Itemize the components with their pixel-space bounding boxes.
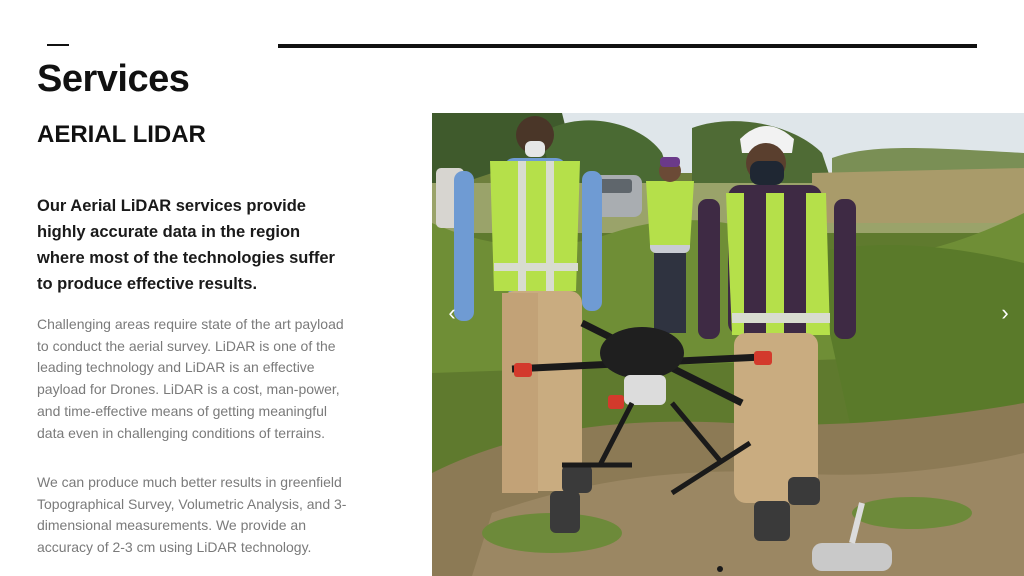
service-paragraph-1: Challenging areas require state of the art payload to conduct the aerial survey. LiDAR is one of the leading technology and LiDAR is an effective payload for Drones. LiDAR is a cost, man-power, and time-effective means of getting meaningful data even in challenging conditions of terrains. (37, 316, 344, 441)
service-paragraph-2: We can produce much better results in greenfield Topographical Survey, Volumetric Analysis, and 3-dimensional measurements. We provide an accuracy of 2-3 cm using LiDAR technology. (37, 474, 347, 556)
carousel-prev-button[interactable] (440, 296, 464, 330)
service-lead: Our Aerial LiDAR services provide highly accurate data in the region where most of the technologies suffer to produce effective results. (37, 197, 335, 293)
chevron-right-icon: › (1001, 300, 1009, 325)
carousel-next-button[interactable] (993, 296, 1017, 330)
chevron-left-icon: ‹ (448, 300, 456, 325)
carousel-slide-photo (432, 113, 1024, 576)
carousel-dot-active[interactable] (717, 566, 723, 572)
top-rule-short (47, 44, 69, 46)
image-carousel (432, 113, 1024, 576)
top-rule-long (278, 44, 977, 48)
service-title: AERIAL LIDAR (37, 121, 206, 148)
page-title: Services (37, 58, 190, 100)
